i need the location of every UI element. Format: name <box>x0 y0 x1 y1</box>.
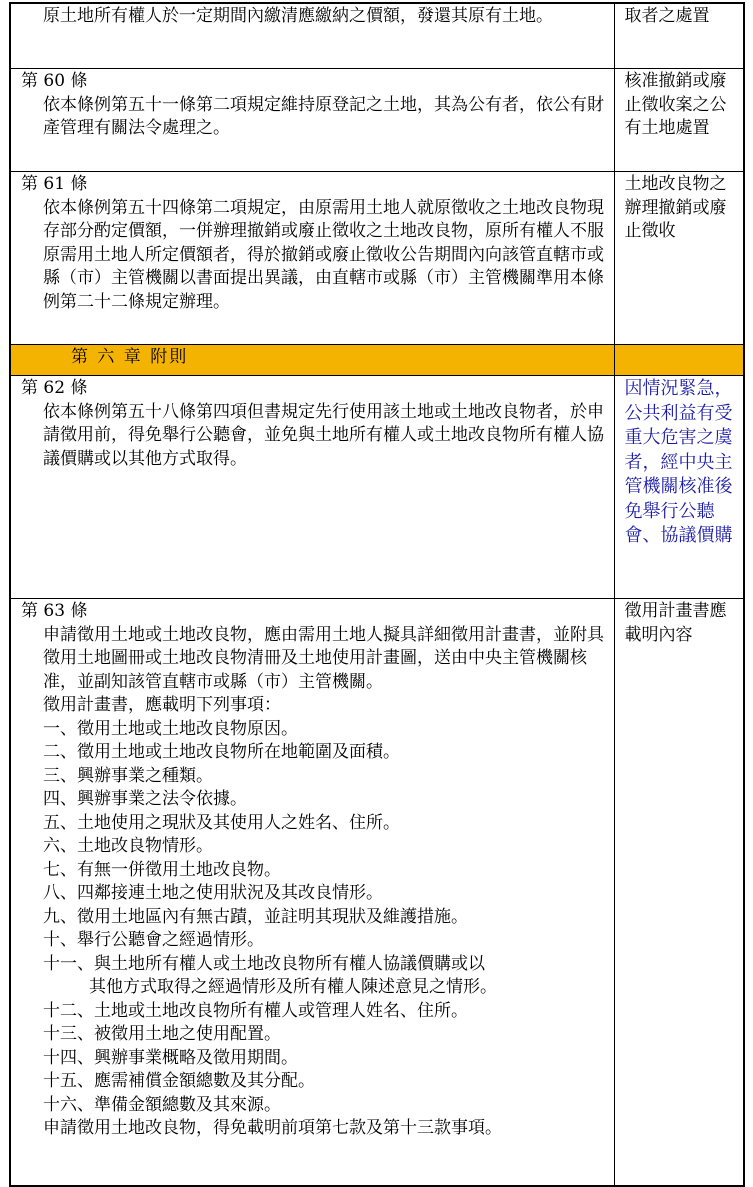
list-item: 十三、被徵用土地之使用配置。 <box>43 1024 281 1044</box>
list-item: 九、徵用土地區內有無古蹟，並註明其現狀及維護措施。 <box>43 906 468 927</box>
list-item: 七、有無一併徵用土地改良物。 <box>43 859 281 880</box>
list-item: 二、徵用土地或土地改良物所在地範圍及面積。 <box>43 742 400 762</box>
note-cell <box>614 3 744 69</box>
article-note: 土地改良物之辦理撤銷或廢止徵收 <box>624 174 727 241</box>
article-note: 核准撤銷或廢止徵收案之公有土地處置 <box>624 71 727 138</box>
list-item: 十六、準備金額總數及其來源。 <box>43 1094 281 1115</box>
article-number: 第 62 條 <box>21 378 88 398</box>
list-item: 十一、與土地所有權人或土地改良物所有權人協議價購或以 <box>43 953 485 974</box>
article-text-cell <box>10 172 614 345</box>
table-row <box>10 3 744 69</box>
list-item: 十二、土地或土地改良物所有權人或管理人姓名、住所。 <box>43 1000 468 1021</box>
article-number: 第 60 條 <box>21 71 88 91</box>
article-text: 原土地所有權人於一定期間內繳清應繳納之價額，發還其原有土地。 <box>43 6 553 26</box>
list-item: 十、舉行公聽會之經過情形。 <box>43 930 264 950</box>
table-row <box>10 172 744 345</box>
article-text: 依本條例第五十一條第二項規定維持原登記之土地，其為公有者，依公有財產管理有關法令處理之。 <box>43 94 604 138</box>
article-text: 依本條例第五十八條第四項但書規定先行使用該土地或土地改良物者，於申請徵用前，得免舉行公聽會，並免與土地所有權人或土地改良物所有權人協議價購或以其他方式取得。 <box>43 401 604 469</box>
chapter-note-cell <box>614 345 744 376</box>
list-item: 一、徵用土地或土地改良物原因。 <box>43 718 298 739</box>
note-cell <box>614 599 744 1187</box>
article-text-cell <box>10 599 614 1187</box>
article-number: 第 61 條 <box>21 174 88 194</box>
article-text-cell <box>10 3 614 69</box>
article-text-cell <box>10 376 614 599</box>
list-item: 六、土地改良物情形。 <box>43 836 213 856</box>
list-item: 三、興辦事業之種類。 <box>43 765 213 786</box>
list-item: 五、土地使用之現狀及其使用人之姓名、住所。 <box>43 812 400 833</box>
regulation-table <box>9 2 745 1187</box>
chapter-title: 第 六 章 附則 <box>71 347 189 367</box>
article-tail: 申請徵用土地改良物，得免載明前項第七款及第十三款事項。 <box>43 1118 502 1138</box>
list-item: 四、興辦事業之法令依據。 <box>43 789 247 809</box>
article-note: 因情況緊急，公共利益有受重大危害之虞者，經中央主管機關核准後免舉行公聽會、協議價購 <box>624 378 733 546</box>
list-item-continued: 其他方式取得之經過情形及所有權人陳述意見之情形。 <box>89 977 497 997</box>
table-row <box>10 69 744 172</box>
list-item: 十五、應需補償金額總數及其分配。 <box>43 1071 315 1091</box>
article-note: 徵用計畫書應載明內容 <box>624 601 727 645</box>
list-item: 八、四鄰接連土地之使用狀況及其改良情形。 <box>43 883 383 903</box>
note-cell <box>614 69 744 172</box>
article-text: 依本條例第五十四條第二項規定，由原需用土地人就原徵收之土地改良物現存部分酌定價額，一併辦理撤銷或廢止徵收之土地改良物，原所有權人不服原需用土地人所定價額者，得於撤銷或廢止徵收公告期間內向該管直轄市或縣（市）主管機關以書面提出異議，由直轄市或縣（市）主管機關準用本條例第二十二條規定辦理。 <box>43 197 604 312</box>
chapter-title-cell <box>10 345 614 376</box>
list-item: 十四、興辦事業概略及徵用期間。 <box>43 1047 298 1068</box>
article-number: 第 63 條 <box>21 601 88 621</box>
note-cell <box>614 172 744 345</box>
table-row <box>10 376 744 599</box>
table-row <box>10 599 744 1187</box>
article-text-cell <box>10 69 614 172</box>
chapter-row <box>10 345 744 376</box>
article-lead: 徵用計畫書，應載明下列事項： <box>43 695 281 715</box>
article-note: 取者之處置 <box>624 6 710 26</box>
note-cell <box>614 376 744 599</box>
article-intro: 申請徵用土地或土地改良物，應由需用土地人擬具詳細徵用計畫書，並附具徵用土地圖冊或土地改良物清冊及土地使用計畫圖，送由中央主管機關核准，並副知該管直轄市或縣（市）主管機關。 <box>43 624 604 692</box>
